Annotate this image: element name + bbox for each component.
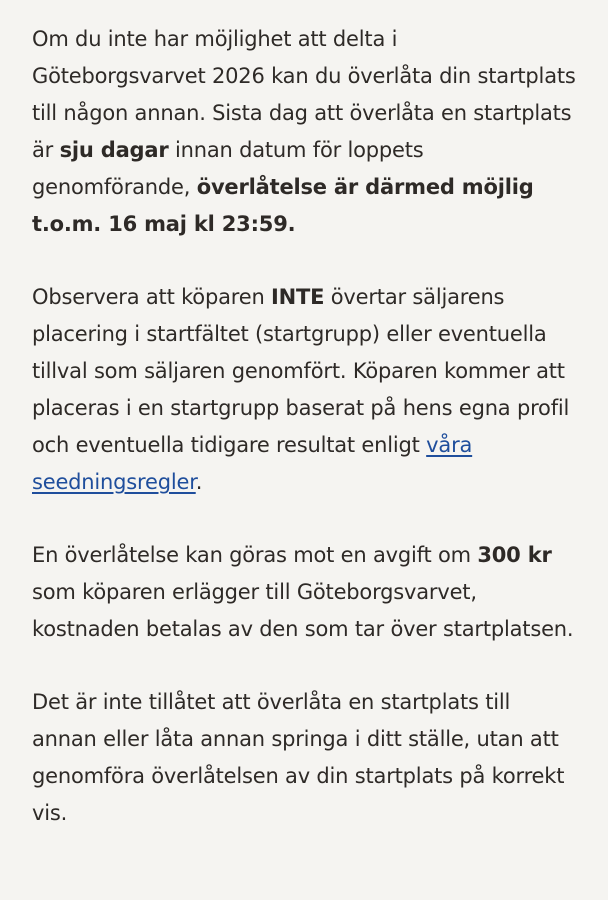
- emphasis-not: INTE: [271, 285, 325, 309]
- text: Observera att köparen: [32, 285, 272, 309]
- fee-amount: 300 kr: [477, 543, 552, 567]
- text: övertar säljarens placering i startfältet (startgrupp) eller eventuella tillval som säljaren genomfört. Köparen kommer att placeras i en startgrupp baserat på hens egna profil och eventuella tidigare resultat enligt: [32, 285, 570, 457]
- paragraph-rules: [32, 684, 576, 832]
- paragraph-fee: [32, 537, 576, 648]
- paragraph-buyer-note: [32, 279, 576, 501]
- deadline-date: överlåtelse är därmed möjlig t.o.m. 16 maj kl 23:59.: [32, 175, 534, 236]
- text: Det är inte tillåtet att överlåta en startplats till annan eller låta annan springa i ditt ställe, utan att genomföra överlåtelsen av din startplats på korrekt vis.: [32, 690, 565, 825]
- text: innan datum för loppets genomförande,: [32, 138, 424, 199]
- paragraph-transfer-info: [32, 21, 576, 243]
- text: En överlåtelse kan göras mot en avgift om: [32, 543, 478, 567]
- deadline-days: sju dagar: [59, 138, 169, 162]
- seeding-rules-link[interactable]: våra seedningsregler: [32, 433, 473, 494]
- text: .: [195, 470, 203, 494]
- text: Om du inte har möjlighet att delta i Göteborgsvarvet 2026 kan du överlåta din startplats till någon annan. Sista dag att överlåta en startplats är: [32, 27, 576, 162]
- text: som köparen erlägger till Göteborgsvarvet, kostnaden betalas av den som tar över startplatsen.: [32, 580, 574, 641]
